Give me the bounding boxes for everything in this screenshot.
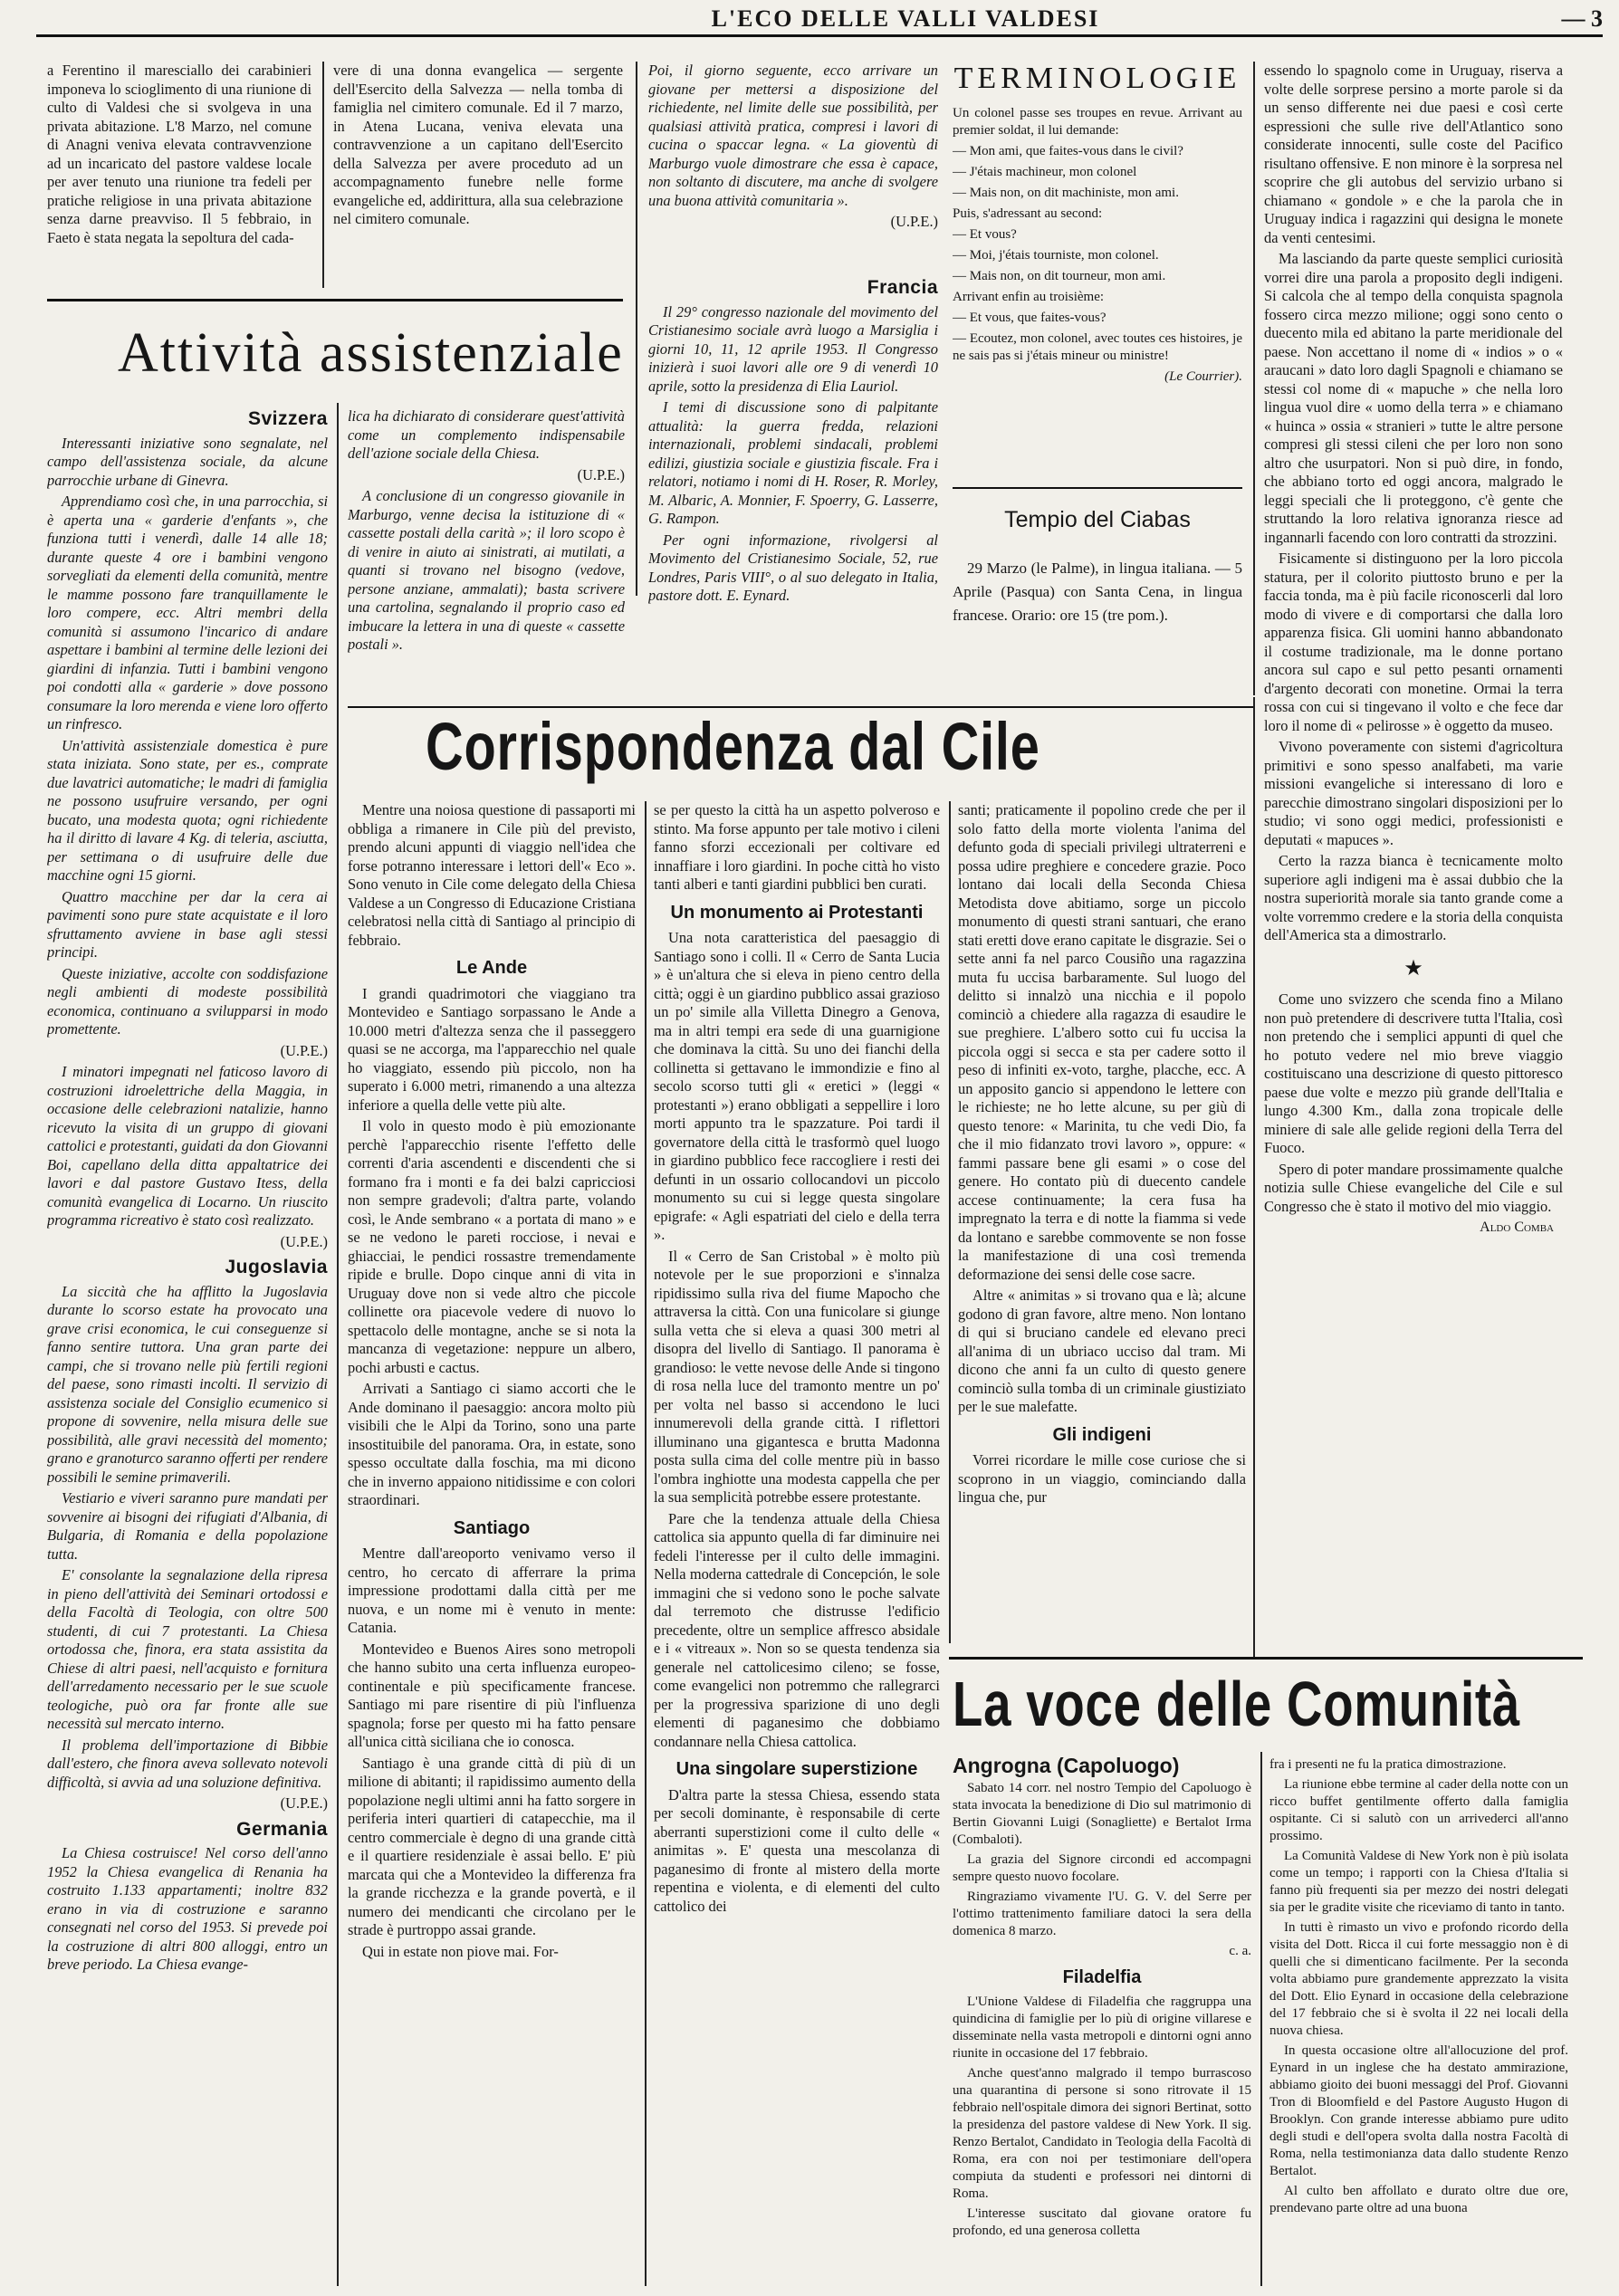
angrogna-heading: Angrogna (Capoluogo) bbox=[953, 1754, 1180, 1777]
indigeni-heading: Gli indigeni bbox=[1052, 1424, 1152, 1445]
cile-paragraph: Altre « animitas » si trovano qua e là; alcune godono di gran favore, altre meno. Non lontano di qui si bruciano candele ed elevano preci all'anima di un ubriaco ucciso dal tram. Mi dicono che anni fa un culto di questo genere cominciò sulla tomba di un criminale giustiziato per le sue malefatte. bbox=[958, 1287, 1246, 1415]
column-divider bbox=[1253, 62, 1255, 695]
comunita-paragraph: Al culto ben affollato e durato oltre due ore, prendevano parte oltre ad una buona bbox=[1269, 2184, 1568, 2215]
right-paragraph: Fisicamente si distinguono per la loro piccola statura, per il colorito piuttosto bruno e per la faccia tonda, ma è più facile riconoscerli dal loro modo di vivere e di comportarsi che dalla loro apparenza fisica. Gli uomini hanno abbandonato il costume tradizionale, ma le donne portano ancora sul capo e sul petto pesanti ornamenti d'argento decorati con monetine. Ormai la terra rossa con cui si tingevano il volto e che fece dar loro il nome di « pelirosse » è oggetto da museo. bbox=[1264, 550, 1563, 734]
column-divider bbox=[322, 62, 324, 288]
source-credit: (U.P.E.) bbox=[280, 1794, 328, 1812]
cile-paragraph: Arrivati a Santiago ci siamo accorti che le Ande dominano il paesaggio: ancora molto più visibili che le Alpi da Torino, sono una parte insostituibile del panorama. Ora, in estate, sono spesso occultate dalla foschia, ma mi dicono che in inverno appaiono nitidissime e con colori straordinari. bbox=[348, 1380, 636, 1508]
cile-col-1 bbox=[348, 801, 636, 2286]
assistenza-title: Attività assistenziale bbox=[118, 322, 624, 384]
assistenza-paragraph: lica ha dichiarato di considerare quest'attività come un complemento indispensabile dell'azione sociale della Chiesa. bbox=[348, 407, 625, 462]
cile-paragraph: Una nota caratteristica del paesaggio di Santiago sono i colli. Il « Cerro de Santa Lucia » è un'altura che si eleva in pieno centro della città; oggi è un giardino pubblico assai grazioso un po' simile alla Villetta Dinegro a Genova, ma in altri tempi era sede di una guarnigione che dominava la città. Su uno dei fianchi della collinetta si gettavano le immondizie e fino al secolo scorso tutti gli « eretici » (leggi « protestanti ») erano obbligati a seppellire i loro morti appunto tra le spazzature. Poi tardi il governatore della città le trasformò quel luogo in giardino pubblico fece raccogliere i resti dei defunti in un ossario collocandovi un piccolo monumento su cui si legge questa singolare epigrafe: « Agli espatriati del cielo e della terra ». bbox=[654, 929, 940, 1243]
source-credit: (U.P.E.) bbox=[577, 465, 625, 483]
comunita-paragraph: La riunione ebbe termine al cader della notte con un ricco buffet gentilmente offerto dalla famiglia ospitante. Ci si salutò con un arrivederci all'anno prossimo. bbox=[1269, 1777, 1568, 1843]
assistenza-paragraph: I minatori impegnati nel faticoso lavoro di costruzioni idroelettriche della Maggia, in occasione delle celebrazioni natalizie, hanno ricevuto la visita di un gruppo di giovani cattolici e protestanti, guidati da don Giovanni Boi, capellano della ditta appaltatrice dei lavori e dal pastore Gustavo Itess, della comunità evangelica di Locarno. Un riuscito programma ricreativo è stato così realizzato. bbox=[47, 1063, 328, 1229]
column-divider bbox=[1253, 697, 1255, 1657]
ciabas-title: Tempio del Ciabas bbox=[1004, 507, 1191, 532]
svizzera-heading: Svizzera bbox=[247, 408, 328, 429]
source-credit: (U.P.E.) bbox=[280, 1041, 328, 1059]
comunita-paragraph: L'Unione Valdese di Filadelfia che raggruppa una quindicina di famiglie per lo più di origine villarese e disseminate nella vasta metropoli e dintorni ogni anno riunite in occasione del 17 febbraio. bbox=[953, 1995, 1251, 2061]
francia-article bbox=[648, 272, 938, 670]
assistenza-paragraph: Il problema dell'importazione di Bibbie dall'estero, che finora aveva sollevato notevoli difficoltà, si avvia ad una soluzione definitiva. bbox=[47, 1736, 328, 1791]
masthead-rule bbox=[36, 34, 1603, 37]
cile-paragraph: Il « Cerro de San Cristobal » è molto più notevole per le sue proporzioni e s'innalza ripidissimo sulla riva del fiume Mapocho che attraversa la città. Con una funicolare si giunge sulla vetta che si eleva a quasi 300 metri al disopra del livello di Santiago. Il panorama è grandioso: le vette nevose delle Ande si tingono di rosa nella luce del tramonto mentre un po' per volta nel basso si accendono le luci innumerevoli della grande città. I riflettori illuminano una gigantesca e brutta Madonna posta sulla cima del colle mentre più in basso l'ombra inghiotte una modesta cappella che per la sua semplicità potrebbe essere protestante. bbox=[654, 1247, 940, 1506]
cile-paragraph: Mentre una noiosa questione di passaporti mi obbliga a rimanere in Cile più del previsto, prendo alcuni appunti di viaggio nell'idea che forse potranno interessare i lettori dell'« Eco ». Sono venuto in Cile come delegato della Chiesa Valdese a un Congresso di Educazione Cristiana celebratosi nella città di Santiago al principio di febbraio. bbox=[348, 801, 636, 949]
comunita-title: La voce delle Comunità bbox=[953, 1669, 1521, 1739]
superstizione-heading: Una singolare superstizione bbox=[675, 1759, 918, 1779]
cile-paragraph: Vorrei ricordare le mille cose curiose che si scoprono in un viaggio, cominciando dalla lingua che, pur bbox=[958, 1451, 1246, 1506]
cile-paragraph: santi; praticamente il popolino crede che per il solo fatto della morte violenta l'anima del defunto goda di speciali privilegi ultraterreni e possa udire preghiere e concedere grazie. Poco lontano dai locali della Seconda Chiesa Metodista dove abitiamo, sorge un piccolo monumento di questi strani santuari, che erano stati eretti dove erano capitate le disgrazie. Sei o sette anni fa nel parco Cousiño una ragazzina muta fu uccisa barbaramente. Sul luogo del delitto si innalzò una nicchia e il popolo cominciò a chiedere alla ragazza di esaudire le sue preghiere. L'albero sotto cui fu uccisa la piccola oggi si secca e sta per cadere sotto il peso di infiniti ex-voto, targhe, placche, ecc. A un apposito gancio si appendono le lettere con le richieste; ne ho lette alcune, su per giù di questo tenore: « Marinita, tu che vedi Dio, fa che il mio fidanzato trovi lavoro », oppure: « fammi passare bene gli esami » o cose del genere. Ho contato più di duecento candele accese continuamente; la cera fusa ha impregnato la terra e di notte la fiamma si vede da lontano e sarebbe commovente se non fosse la manifestazione di una così tremenda deformazione dei sensi delle cose sacre. bbox=[958, 801, 1246, 1283]
assistenza-paragraph: E' consolante la segnalazione della ripresa in pieno dell'attività dei Seminari ortodossi e della Facoltà di Teologia, con oltre 500 studenti, di cui 7 protestanti. La Chiesa ortodossa che, finora, era stata assistita da Chiese di altri paesi, nell'acquisto e fornitura dell'arredamento necessario per le sue scuole teologiche, può ora far fronte alle sue necessità sul mercato interno. bbox=[47, 1566, 328, 1732]
comunita-signature: c. a. bbox=[1229, 1944, 1251, 1958]
source-credit: (U.P.E.) bbox=[890, 213, 938, 230]
top-paragraph: vere di una donna evangelica — sergente dell'Esercito della Salvezza — nella tomba di famiglia nel cimitero comunale. Ed il 7 marzo, in Atena Lucana, veniva elevata una contravvenzione a un capitano dell'Esercito della Salvezza per avere proceduto ad un accompagnamento funebre nelle forme evangeliche ed, addirittura, alla sua celebrazione nel cimitero comunale. bbox=[333, 62, 623, 227]
terminologie-dialog bbox=[953, 105, 1242, 485]
comunita-paragraph: Ringraziamo vivamente l'U. G. V. del Serre per l'ottimo trattenimento familiare datoci la sera della domenica 8 marzo. bbox=[953, 1889, 1251, 1938]
ciabas-text-wrap bbox=[953, 557, 1242, 630]
star-separator: ★ bbox=[1403, 956, 1423, 981]
comunita-col-1 bbox=[953, 1752, 1251, 2291]
assistenza-paragraph: Quattro macchine per dar la cera ai pavimenti sono pure state acquistate e il loro sfruttamento avviene in base agli stessi principi. bbox=[47, 887, 328, 961]
assistenza-paragraph: Un'attività assistenziale domestica è pure stata iniziata. Sono state, per es., comprate due lavatrici automatiche; le madri di famiglia ne possono usufruire versando, per ogni bucato, una modesta quota; ogni richiedente ha il diritto di lavare 4 Kg. di teleria, asciutta, per settimana o di usufruire delle due macchine ogni 15 giorni. bbox=[47, 736, 328, 884]
cile-col-3 bbox=[958, 801, 1246, 1652]
top-article-col-2 bbox=[333, 62, 623, 306]
cile-paragraph: D'altra parte la stessa Chiesa, essendo stata per secoli dominante, è responsabile di certe aberranti superstizioni come il culto delle « animitas ». E' questa una mescolanza di paganesimo di fronte al mistero della morte repentina e violenta, e di elementi del culto cattolico dei bbox=[654, 1785, 940, 1915]
source-credit: (U.P.E.) bbox=[280, 1232, 328, 1250]
section-rule bbox=[47, 299, 623, 301]
masthead-title: L'ECO DELLE VALLI VALDESI bbox=[711, 5, 1100, 32]
monumento-heading: Un monumento ai Protestanti bbox=[670, 902, 924, 923]
column-divider bbox=[1260, 1752, 1262, 2286]
section-rule bbox=[949, 1657, 1583, 1660]
cile-title: Corrispondenza dal Cile bbox=[426, 709, 1040, 784]
cile-paragraph: se per questo la città ha un aspetto polveroso e stinto. Ma forse appunto per tale motivo i cileni fanno sforzi eccezionali per coltivare ed innaffiare i loro giardini. In poche città ho visto tanti alberi e tanti giardini pubblici ben curati. bbox=[654, 801, 940, 893]
dialog-line: — Mon ami, que faites-vous dans le civil? bbox=[953, 144, 1183, 158]
column-divider bbox=[636, 62, 637, 596]
assistenza-paragraph: Vestiario e viveri saranno pure mandati per sovvenire ai bisogni dei rifugiati d'Albania, di Bulgaria, di Romania e della popolazione tutta. bbox=[47, 1489, 328, 1563]
comunita-paragraph: In questa occasione oltre all'allocuzione del prof. Eynard in un inglese che ha destato ammirazione, abbiamo gioito dei buoni messaggi del Prof. Giovanni Tron di Bloomfield e del Pastore Augusto Hugon di Brooklyn. Con grande interesse abbiamo pure udito degli studi e dell'opera svolta dalla nostra Facoltà di Roma, nella testimonianza data dallo studente Renzo Bertalot. bbox=[1269, 2043, 1568, 2178]
box-rule bbox=[953, 487, 1242, 489]
comunita-col-2 bbox=[1269, 1756, 1568, 2291]
top-paragraph: Poi, il giorno seguente, ecco arrivare un giovane per mettersi a disposizione del richiedente, nel limite delle sue possibilità, per qualsiasi attività pratica, compresi i lavori di cucina o spaccar legna. « La gioventù di Marburgo vuole dimostrare che essa è capace, non soltanto di discutere, ma anche di svolgere una buona attività comunitaria ». bbox=[648, 62, 938, 209]
germania-heading: Germania bbox=[236, 1818, 328, 1840]
ciabas-text: 29 Marzo (le Palme), in lingua italiana. — 5 Aprile (Pasqua) con Santa Cena, in lingua francese. Orario: ore 15 (tre pom.). bbox=[953, 560, 1242, 624]
dialog-line: — Mais non, on dit machiniste, mon ami. bbox=[953, 186, 1179, 200]
terminologie-source: (Le Courrier). bbox=[1164, 369, 1242, 384]
top-paragraph: a Ferentino il maresciallo dei carabinieri imponeva lo scioglimento di una riunione di culto di Valdesi che si svolgeva in una privata abitazione. L'8 Marzo, nel comune di Anagni veniva elevata contravvenzione ad un incaricato del pastore valdese locale per aver tenuto una riunione tra fedeli per pratiche religiose in una privata abitazione senza darne preavviso. Il 5 febbraio, in Faeto è stata negata la sepoltura del cada- bbox=[47, 62, 311, 246]
assistenza-paragraph: Queste iniziative, accolte con soddisfazione negli ambienti di modeste possibilità economica, continuano a svilupparsi in modo promettente. bbox=[47, 964, 328, 1038]
dialog-line: Puis, s'adressant au second: bbox=[953, 206, 1103, 221]
cile-paragraph: Il volo in questo modo è più emozionante perchè l'apparecchio risente l'effetto delle correnti d'aria ascendenti e discendenti che si formano fra i monti e fa dei balzi capricciosi non sempre gradevoli; d'altra parte, volando così, le Ande sembrano « a portata di mano » e se ne vedono le pareti rocciose, i nevai e ghiacciai, le pendici rossastre tremendamente ripide e brulle. Dopo cinque anni di vita in Uruguay dove non si vede altro che piccole collinette ora piacevole vedere di nuovo lo spettacolo delle montagne, anche se si nota la mancanza di vegetazione: neppure un albero, pochi arbusti e cactus. bbox=[348, 1117, 636, 1376]
cile-paragraph: Qui in estate non piove mai. For- bbox=[362, 1942, 559, 1960]
comunita-paragraph: L'interesse suscitato dal giovane oratore fu profondo, ed una generosa colletta bbox=[953, 2206, 1251, 2238]
assistenza-paragraph: Interessanti iniziative sono segnalate, nel campo dell'assistenza sociale, da alcune parrocchie urbane di Ginevra. bbox=[47, 434, 328, 489]
column-divider bbox=[949, 801, 951, 1643]
right-paragraph: Spero di poter mandare prossimamente qualche notizia sulle Chiese evangeliche del Cile e sul Congresso che è stato il motivo del mio viaggio. bbox=[1264, 1160, 1563, 1215]
cile-paragraph: Mentre dall'areoporto venivamo verso il centro, ho cercato di afferrare la prima impressione prodottami dalla città per me nuova, e un nome mi è venuto in mente: Catania. bbox=[348, 1545, 636, 1636]
terminologie-box bbox=[953, 62, 1242, 487]
assistenza-paragraph: A conclusione di un congresso giovanile in Marburgo, venne decisa la istituzione di « cassette postali della carità »; il loro scopo è di venire in aiuto ai sinistrati, ai mutilati, a quanti si trovano nel bisogno (vedove, persone anziane, ammalati); basta scrivere una cartolina, segnalando il proprio caso ed imbucare la lettera in una di queste « cassette postali ». bbox=[348, 487, 625, 653]
filadelfia-heading: Filadelfia bbox=[1062, 1967, 1142, 1987]
cile-col-2 bbox=[654, 801, 940, 2286]
assistenza-paragraph: La siccità che ha afflitto la Jugoslavia durante lo scorso estate ha provocato una grave crisi economica, le cui conseguenze si fanno sentire tuttora. Una gran parte dei campi, che si trovano nelle più fertili regioni del paese, sono rimasti incolti. Il servizio di assistenza sociale del Consiglio ecumenico si propone di sovvenire, nella misura delle sue possibilità, alle gravi necessità del momento; grano e granoturco saranno offerti per rendere possibili le semine primaverili. bbox=[47, 1282, 328, 1486]
comunita-paragraph: fra i presenti ne fu la pratica dimostrazione. bbox=[1269, 1757, 1507, 1772]
comunita-paragraph: Anche quest'anno malgrado il tempo burrascoso una quarantina di persone si sono ritrovate il 15 febbraio nell'ospitale dimora dei signori Bertinat, sotto la presidenza del pastore valdese di New York. Il sig. Renzo Bertalot, Candidato in Teologia della Facoltà di Roma, era con noi per testimoniare dell'opera compiuta da studenti e professori nei dintorni di Roma. bbox=[953, 2066, 1251, 2201]
francia-heading: Francia bbox=[867, 277, 938, 298]
comunita-paragraph: La grazia del Signore circondi ed accompagni sempre questo nuovo focolare. bbox=[953, 1852, 1251, 1884]
santiago-heading: Santiago bbox=[453, 1517, 531, 1538]
ciabas-box bbox=[953, 507, 1242, 688]
francia-paragraph: Il 29° congresso nazionale del movimento del Cristianesimo sociale avrà luogo a Marsiglia i giorni 10, 11, 12 aprile 1953. Il Congresso inizierà i suoi lavori alle ore 9 di venerdì 10 aprile, sotto la presidenza di Elia Lauriol. bbox=[648, 302, 938, 395]
assistenza-paragraph: La Chiesa costruisce! Nel corso dell'anno 1952 la Chiesa evangelica di Renania ha costruito 1.133 appartamenti; inoltre 832 erano in via di costruzione e saranno consegnati nel corso del 1953. Si prevede poi la costruzione di altri 800 alloggi, entro un breve periodo. La Chiesa evange- bbox=[47, 1844, 328, 1973]
author-signature: Aldo Comba bbox=[1480, 1220, 1554, 1235]
dialog-line: — Mais non, on dit tourneur, mon ami. bbox=[953, 269, 1166, 283]
ande-heading: Le Ande bbox=[455, 958, 528, 978]
assistenza-col-2 bbox=[348, 407, 625, 697]
right-paragraph: Ma lasciando da parte queste semplici curiosità vorrei dire una parola a proposito degli indigeni. Si calcola che al tempo della conquista spagnola fossero circa mezzo milione; oggi sono cento o duecento mila ed abitano la parte meridionale del paese. Non accettano il nome di « indios » o « araucani » dato loro dagli Spagnoli e chiamano se stessi col nome di « mapuche » che nella loro lingua vuol dire « uomo della terra » e chiamano « huinca » ossia « stranieri » tutte le altre persone compresi gli stessi cileni che per loro non sono altro che usurpatori. Non si può dire, in fondo, che abbiano torto ed oggi ancora, malgrado le leggi speciali che li proteggono, c'è gente che struttando la loro relativa ignoranza riesce ad ingannarli facendo con loro contratti da strozzini. bbox=[1264, 250, 1563, 546]
cile-paragraph: Montevideo e Buenos Aires sono metropoli che hanno subito una certa influenza europeo-continentale e più specificamente francese. Santiago mi pare risentire di più l'influenza spagnola; forse per questo mi ha fatto pensare all'unica città siciliana che io conosca. bbox=[348, 1640, 636, 1750]
dialog-line: — Et vous, que faites-vous? bbox=[953, 311, 1106, 325]
top-article-col-3 bbox=[648, 62, 938, 279]
dialog-line: — Moi, j'étais tourniste, mon colonel. bbox=[953, 248, 1159, 263]
top-article-col-1 bbox=[47, 62, 311, 306]
terminologie-title: TERMINOLOGIE bbox=[953, 62, 1241, 95]
dialog-line: Un colonel passe ses troupes en revue. Arrivant au premier soldat, il lui demande: bbox=[953, 106, 1242, 138]
francia-paragraph: I temi di discussione sono di palpitante attualità: la guerra fredda, relazioni internazionali, problemi sindacali, problemi edilizi, giustizia sociale e giustizia fiscale. Fra i relatori, notiamo i nomi di H. Roser, R. Morley, M. Albaric, A. Monnier, F. Spoerry, G. Lasserre, G. Rampon. bbox=[648, 398, 938, 527]
right-paragraph: essendo lo spagnolo come in Uruguay, riserva a volte delle sorprese persino a morte parole si da un senso differente nei due paesi e così certe espressioni che sulle rive dell'Atlantico sono considerate innocenti, sulle coste del Pacifico risultano offensive. E non minore è la sorpresa nel scoprire che gli autobus del servizio urbano si chiamano « gondole » e che la parola che in Uruguay indica i ragazzini qui designa le monete da venti centesimi. bbox=[1264, 62, 1563, 246]
dialog-line: Arrivant enfin au troisième: bbox=[953, 290, 1105, 304]
jugoslavia-heading: Jugoslavia bbox=[225, 1257, 328, 1277]
column-divider bbox=[645, 801, 647, 2286]
right-paragraph: Certo la razza bianca è tecnicamente molto superiore agli indigeni ma è assai dubbio che la nostra superiorità morale sia tanto grande come a volte vorremmo credere e la storia della conquista dell'America sta a dimostrarlo. bbox=[1264, 852, 1563, 943]
cile-paragraph: I grandi quadrimotori che viaggiano tra Montevideo e Santiago sorpassano le Ande a 10.000 metri d'altezza senza che il passeggero quasi se ne accorga, ma l'apparecchio nel quale ho viaggiato, essendo più piccolo, non ha superato i 6.000 metri, rimanendo a una altezza inferiore a quella delle vette più alte. bbox=[348, 984, 636, 1114]
cile-paragraph: Santiago è una grande città di più di un milione di abitanti; il rapidissimo aumento della popolazione negli ultimi anni ha fatto sorgere in periferia interi quartieri di catapecchie, ma il centro commerciale è degno di una grande città e il quartiere residenziale è assai bello. E' più marcata qui che a Montevideo la differenza fra la grande ricchezza e la grande povertà, e il numero dei mendicanti che circolano per le strade è purtroppo assai grande. bbox=[348, 1754, 636, 1938]
right-paragraph: Vivono poveramente con sistemi d'agricoltura primitivi e sono spesso analfabeti, ma varie missioni evangeliche si interessano di loro e parecchie dimostrano singolari disposizioni per lo studio; vi sono oggi medici, professionisti e deputati « mapuces ». bbox=[1264, 738, 1563, 848]
comunita-paragraph: In tutti è rimasto un vivo e profondo ricordo della visita del Dott. Ricca il cui forte messaggio non è di quelli che si dimenticano facilmente. Per la seconda volta abbiamo pure grandemente apprezzato la visita del Dott. Elio Eynard in occasione della celebrazione del 17 febbraio che si è svolta il 22 nei locali della nuova chiesa. bbox=[1269, 1920, 1568, 2038]
cile-paragraph: Pare che la tendenza attuale della Chiesa cattolica sia appunto quella di far diminuire nei fedeli l'interesse per il culto delle immagini. Nella moderna cattedrale di Concepción, le sole immagini che si vedono sono le poche salvate dal terremoto che distrusse l'edificio precedente, oltre un semplice affresco absidale e i « vitreaux ». Non so se questa tendenza sia generale nel cattolicesimo cileno; se fosse, come evangelici non potremmo che rallegrarci per la progressiva sparizione di uno degli elementi di paganesimo che dobbiamo condannare nella Chiesa cattolica. bbox=[654, 1509, 940, 1750]
right-paragraph: Come uno svizzero che scenda fino a Milano non può pretendere di descrivere tutta l'Italia, così non pretendo che i semplici appunti di quel che ho potuto vedere nel mio breve viaggio costituiscano una descrizione di questo pittoresco paese due volte e mezzo più grande dell'Italia e lungo 4.300 Km., dalla zona tropicale delle miniere di sale alle gelide regioni della Terra del Fuoco. bbox=[1264, 990, 1563, 1156]
dialog-line: — J'étais machineur, mon colonel bbox=[953, 165, 1137, 179]
right-column-article bbox=[1264, 62, 1563, 1311]
assistenza-paragraph: Apprendiamo così che, in una parrocchia, si è aperta una « garderie d'enfants », che funziona tutti i venerdì, dalle 14 alle 18; durante queste 4 ore i bambini vengono sorvegliati da elementi della comunità, mentre le mamme possono fare tranquillamente le loro compere, ecc. Altri membri della comunità si assumono l'incarico di andare aspettare i bambini al termine delle lezioni dei giardini di infanzia. Tutti i bambini vengono poi condotti alla « garderie » dove possono consumare la loro merenda e viene loro offerto un rinfresco. bbox=[47, 493, 328, 732]
column-divider bbox=[337, 403, 339, 2286]
page-number: — 3 bbox=[1561, 5, 1603, 32]
dialog-line: — Ecoutez, mon colonel, avec toutes ces histoires, je ne sais pas si j'étais mineur ou ministre! bbox=[953, 331, 1242, 363]
dialog-line: — Et vous? bbox=[953, 227, 1017, 242]
assistenza-col-1 bbox=[47, 403, 328, 2286]
comunita-paragraph: La Comunità Valdese di New York non è più isolata come un tempo; i rapporti con la Chiesa d'Italia si fanno più frequenti sia per mezzo dei nostri delegati sia per le gradite visite che riceviamo di tanto in tanto. bbox=[1269, 1849, 1568, 1915]
francia-paragraph: Per ogni informazione, rivolgersi al Movimento del Cristianesimo Sociale, 52, rue Londres, Paris VIII°, o al suo delegato in Italia, pastore dott. E. Eynard. bbox=[648, 531, 938, 604]
comunita-paragraph: Sabato 14 corr. nel nostro Tempio del Capoluogo è stata invocata la benedizione di Dio sul matrimonio di Bertin Giovanni Luigi (Sonagliette) e Bertalot Irma (Combaloti). bbox=[953, 1781, 1251, 1847]
